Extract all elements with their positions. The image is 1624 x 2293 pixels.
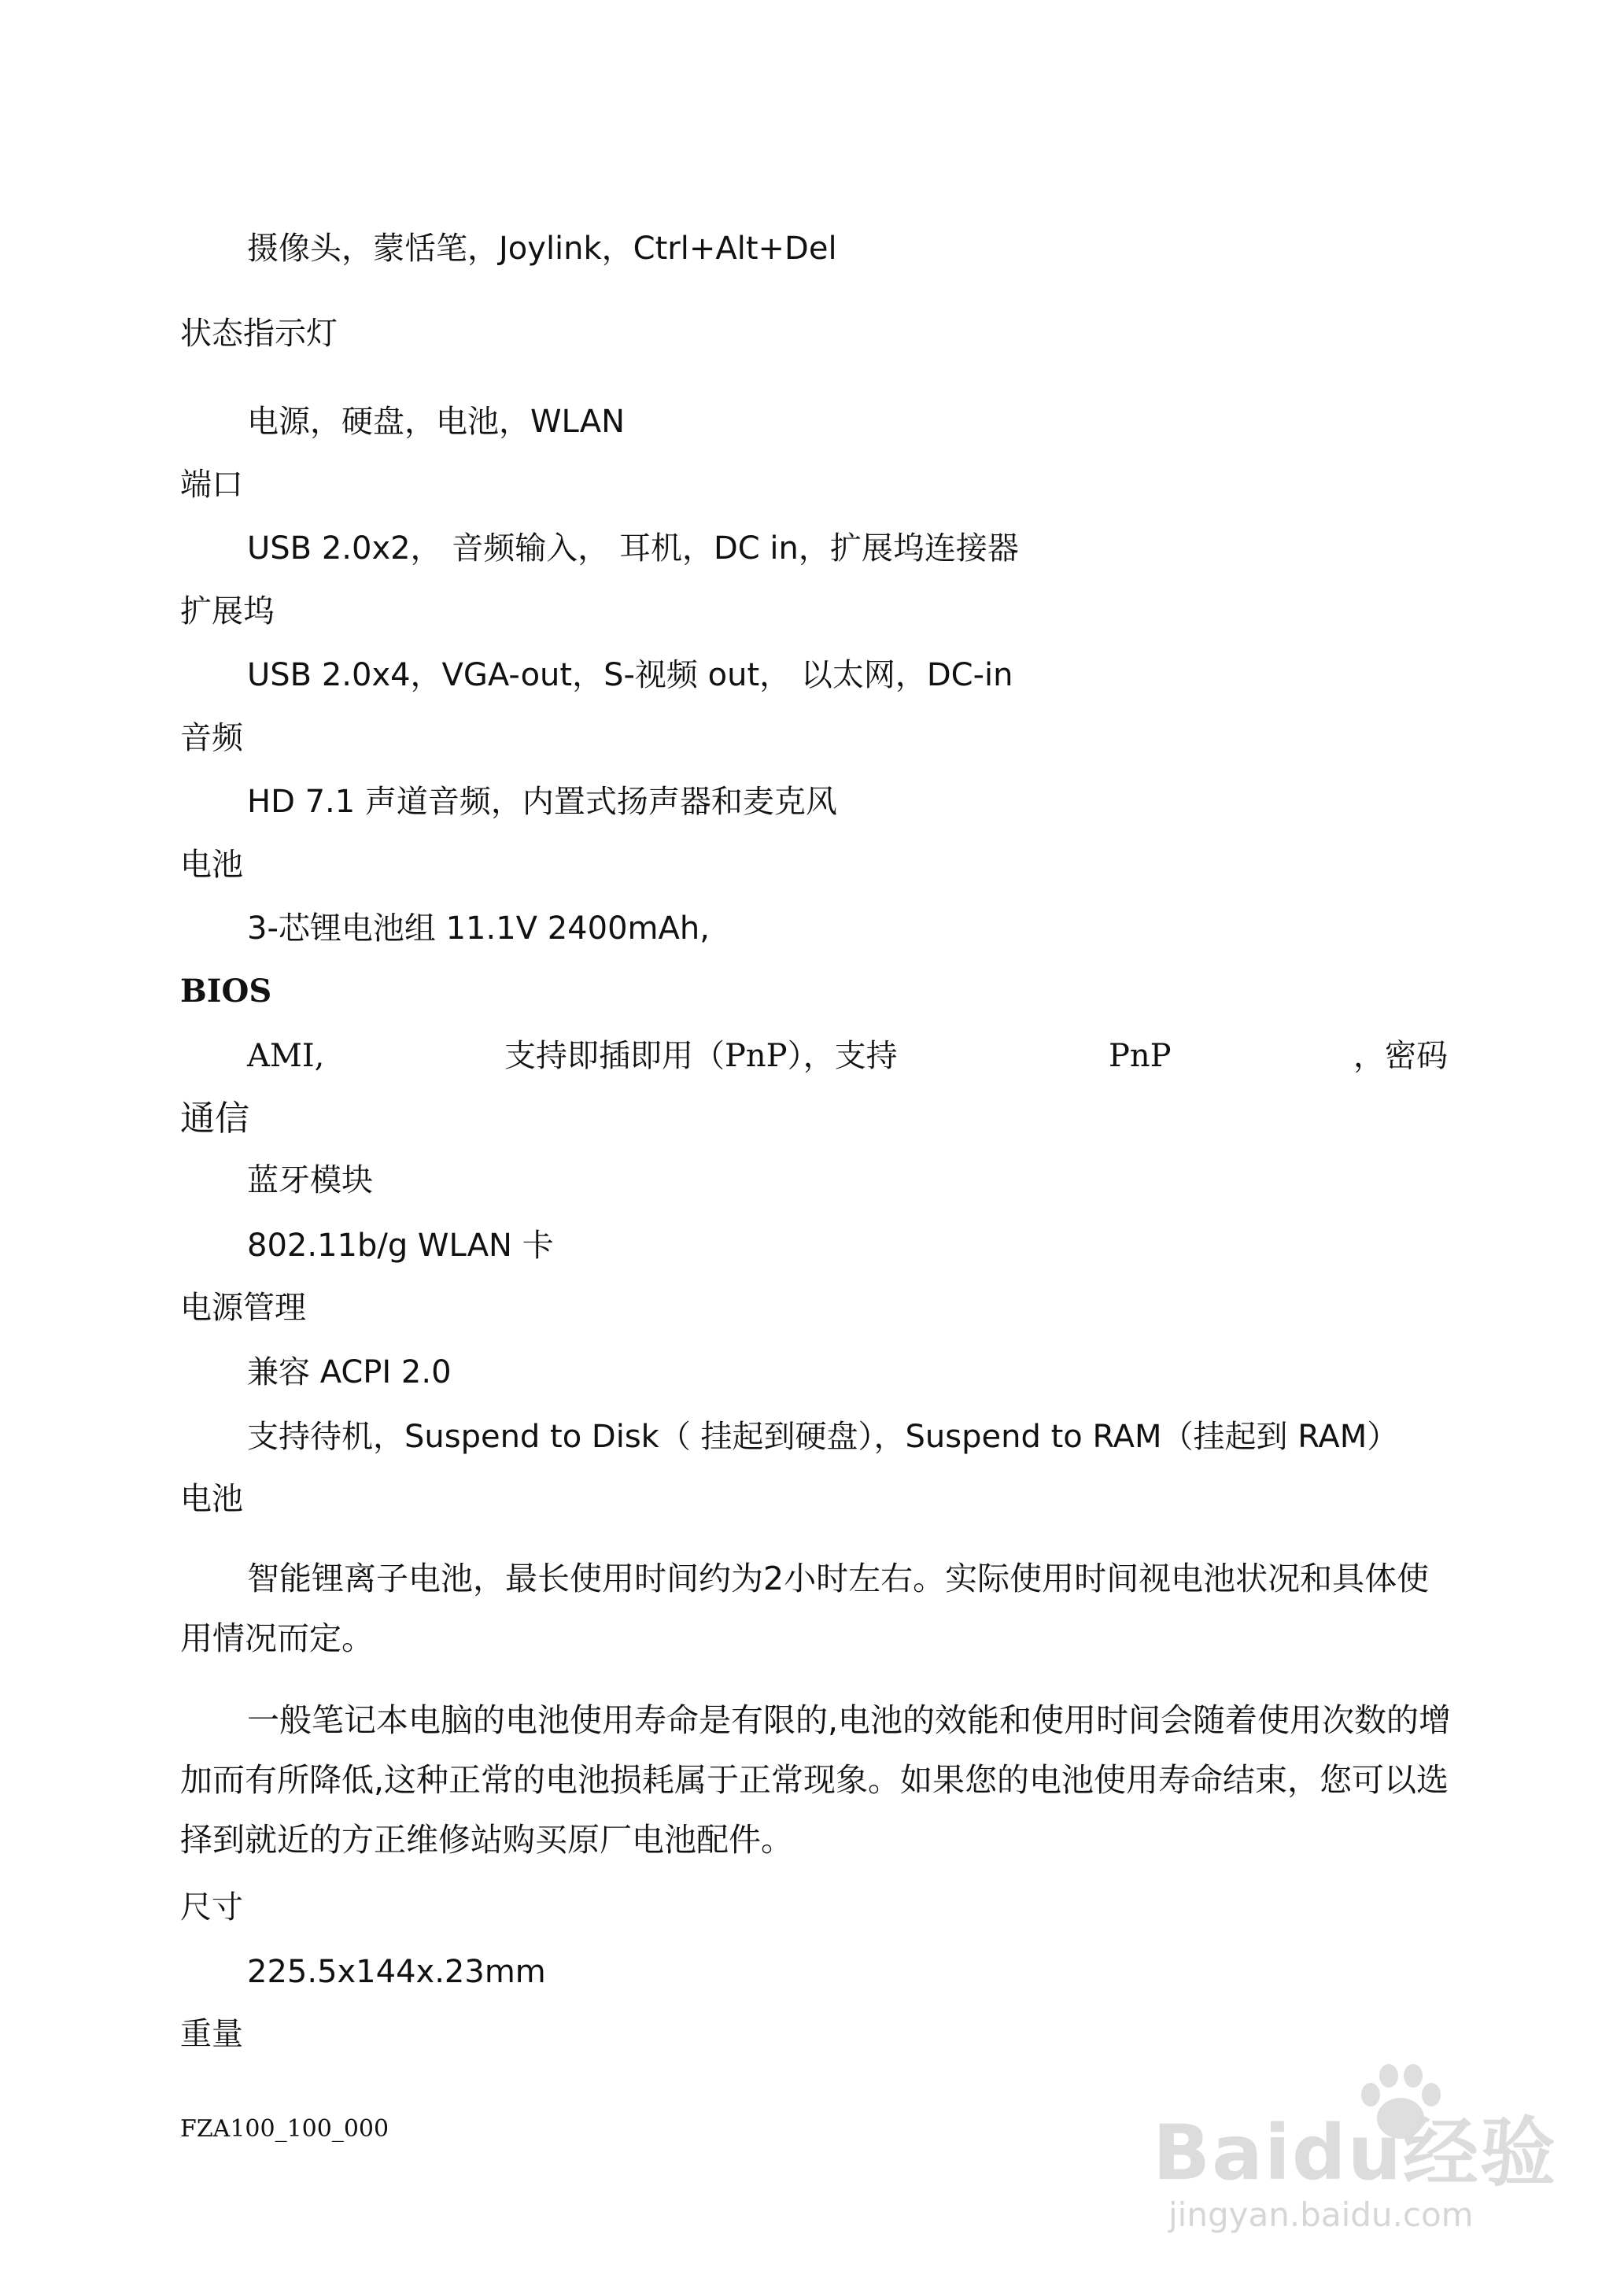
baidu-watermark: [1153, 2062, 1562, 2251]
ports-detail: USB 2.0x2， 音频输入， 耳机，DC in，扩展坞连接器: [247, 530, 1019, 567]
size-heading: 尺寸: [180, 1889, 243, 1926]
bios-detail-pnp-support: 支持即插即用（PnP），支持: [504, 1038, 898, 1074]
comm-heading: 通信: [180, 1098, 249, 1139]
power-heading: 电源管理: [180, 1290, 306, 1326]
battery-detail: 3-芯锂电池组 11.1V 2400mAh,: [247, 910, 710, 947]
bios-detail-password: ，密码: [1353, 1038, 1448, 1074]
bios-detail-pnp: PnP: [1109, 1038, 1172, 1074]
watermark-logo: Baidu经验: [1153, 2109, 1557, 2197]
footer-code: FZA100_100_000: [180, 2115, 389, 2143]
weight-heading: 重量: [180, 2016, 243, 2052]
bios-detail-vendor: AMI,: [247, 1038, 325, 1074]
battery-heading: 电池: [180, 847, 243, 883]
audio-heading: 音频: [180, 720, 243, 756]
watermark-url: jingyan.baidu.com: [1168, 2195, 1474, 2234]
power-detail-acpi: 兼容 ACPI 2.0: [247, 1354, 452, 1390]
dock-detail: USB 2.0x4，VGA-out，S-视频 out， 以太网，DC-in: [247, 657, 1013, 693]
battery2-paragraph-2: 一般笔记本电脑的电池使用寿命是有限的,电池的效能和使用时间会随着使用次数的增加而有所降低,这种正常的电池损耗属于正常现象。如果您的电池使用寿命结束，您可以选择到就近的方正维修站购买原厂电池配件。: [180, 1701, 1452, 1859]
comm-detail-wlan: 802.11b/g WLAN 卡: [247, 1228, 554, 1264]
audio-detail: HD 7.1 声道音频，内置式扬声器和麦克风: [247, 784, 837, 820]
dock-heading: 扩展坞: [180, 593, 275, 630]
comm-detail-bluetooth: 蓝牙模块: [247, 1162, 373, 1198]
battery2-paragraph-1: 智能锂离子电池，最长使用时间约为2小时左右。实际使用时间视电池状况和具体使用情况而定。: [180, 1560, 1430, 1657]
power-detail-suspend: 支持待机，Suspend to Disk（ 挂起到硬盘），Suspend to RAM（挂起到 RAM）: [247, 1419, 1399, 1455]
bios-heading: BIOS: [180, 973, 272, 1010]
indicators-heading: 状态指示灯: [180, 316, 338, 352]
size-detail: 225.5x144x.23mm: [247, 1954, 546, 1990]
inputs-detail: 摄像头，蒙恬笔，Joylink，Ctrl+Alt+Del: [247, 231, 837, 267]
battery2-heading: 电池: [180, 1481, 243, 1517]
indicators-detail: 电源，硬盘，电池，WLAN: [247, 404, 626, 440]
ports-heading: 端口: [180, 467, 243, 503]
